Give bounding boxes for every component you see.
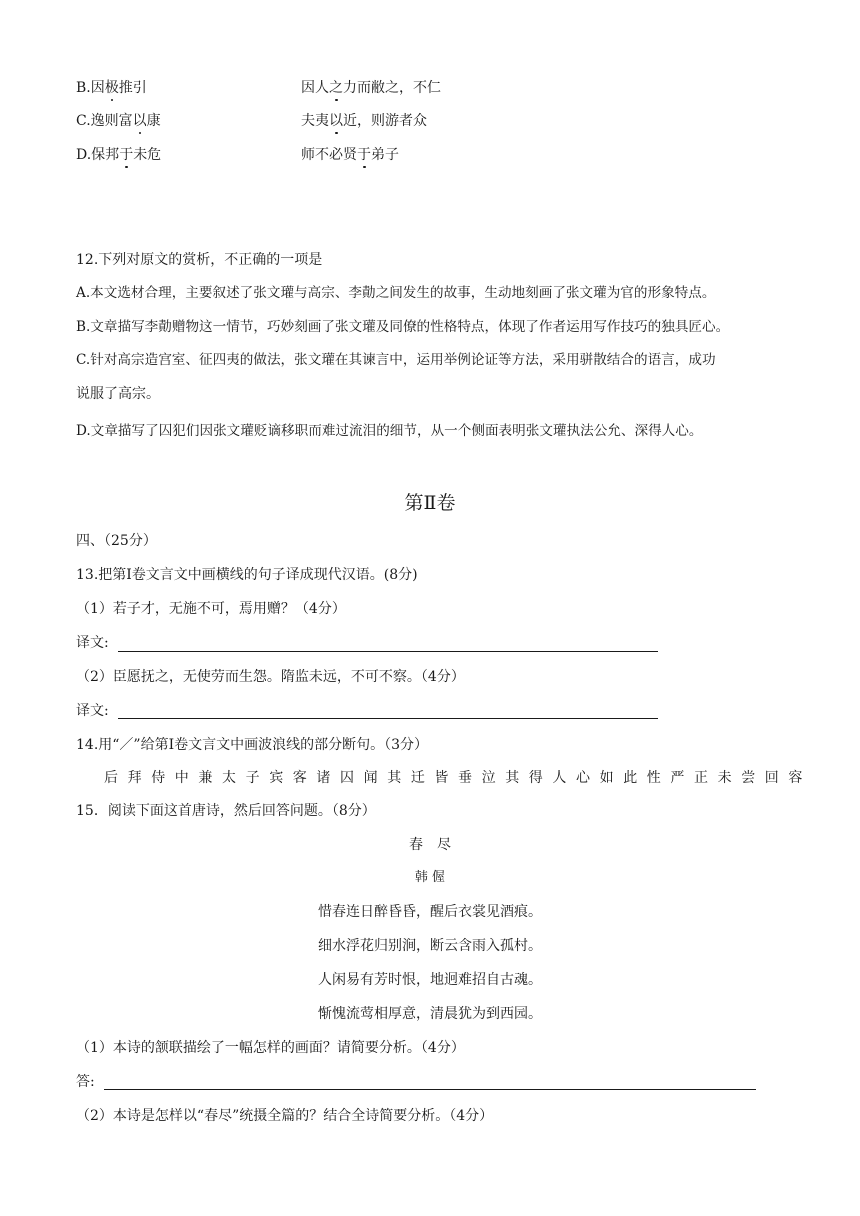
part-four-heading: 四、（25分） <box>76 533 157 549</box>
option-b-left: B.因极推引 <box>76 80 147 96</box>
poem-line-1: 惜春连日醉昏昏，醒后衣裳见酒痕。 <box>318 904 542 920</box>
poem-line-2: 细水浮花归别涧，断云含雨入孤村。 <box>318 938 542 954</box>
q12-option-c-line1: C.针对高宗造宫室、征四夷的做法，张文瓘在其谏言中，运用举例论证等方法，采用骈散结合的语言，成功 <box>76 352 716 368</box>
poem-line-4: 惭愧流莺相厚意，清晨犹为到西园。 <box>318 1006 542 1022</box>
q13-sub2: （2）臣愿抚之，无使劳而生怨。隋监未远，不可不察。（4分） <box>76 669 465 685</box>
option-c-left: C.逸则富以康 <box>76 113 161 129</box>
q12-stem: 12.下列对原文的赏析，不正确的一项是 <box>76 252 323 268</box>
q15-sub2: （2）本诗是怎样以“春尽”统摄全篇的？结合全诗简要分析。（4分） <box>76 1108 494 1124</box>
q13-answer-label-1: 译文: <box>76 635 109 651</box>
q13-answer-label-2: 译文: <box>76 703 109 719</box>
q12-option-a: A.本文选材合理，主要叙述了张文瓘与高宗、李勣之间发生的故事，生动地刻画了张文瓘为官的形象特点。 <box>76 285 716 301</box>
option-c-right: 夫夷以近，则游者众 <box>301 113 427 129</box>
poem-line-3: 人闲易有芳时恨，地迥难招自古魂。 <box>318 972 542 988</box>
option-d-left: D.保邦于未危 <box>76 147 162 163</box>
section-title: 第Ⅱ卷 <box>404 492 456 514</box>
q15-stem: 15．阅读下面这首唐诗，然后回答问题。（8分） <box>76 803 376 819</box>
q13-sub1: （1）若子才，无施不可，焉用赠？（4分） <box>76 601 346 617</box>
q12-option-d: D.文章描写了囚犯们因张文瓘贬谪移职而难过流泪的细节，从一个侧面表明张文瓘执法公允、深得人心。 <box>76 423 703 439</box>
q13-answer-line-1[interactable] <box>118 651 658 652</box>
q15-answer-line[interactable] <box>104 1089 756 1090</box>
q13-answer-line-2[interactable] <box>118 718 658 719</box>
q13-stem: 13.把第Ⅰ卷文言文中画横线的句子译成现代汉语。(8分) <box>76 567 418 583</box>
q15-sub1: （1）本诗的颔联描绘了一幅怎样的画面？请简要分析。（4分） <box>76 1040 465 1056</box>
q15-answer-label: 答: <box>76 1074 95 1090</box>
q14-stem: 14.用“／”给第Ⅰ卷文言文中画波浪线的部分断句。（3分） <box>76 737 429 753</box>
q14-passage: 后拜侍中兼太子宾客诸囚闻其迁皆垂泣其得人心如此性严正未尝回容 <box>104 770 812 786</box>
q12-option-c-line2: 说服了高宗。 <box>76 386 160 402</box>
poem-title: 春 尽 <box>409 837 451 853</box>
q12-option-b: B.文章描写李勣赠物这一情节，巧妙刻画了张文瓘及同僚的性格特点，体现了作者运用写作技巧的独具匠心。 <box>76 319 730 335</box>
poem-author: 韩 偓 <box>414 870 446 885</box>
option-b-right: 因人之力而敝之，不仁 <box>301 80 441 96</box>
option-d-right: 师不必贤于弟子 <box>301 147 399 163</box>
